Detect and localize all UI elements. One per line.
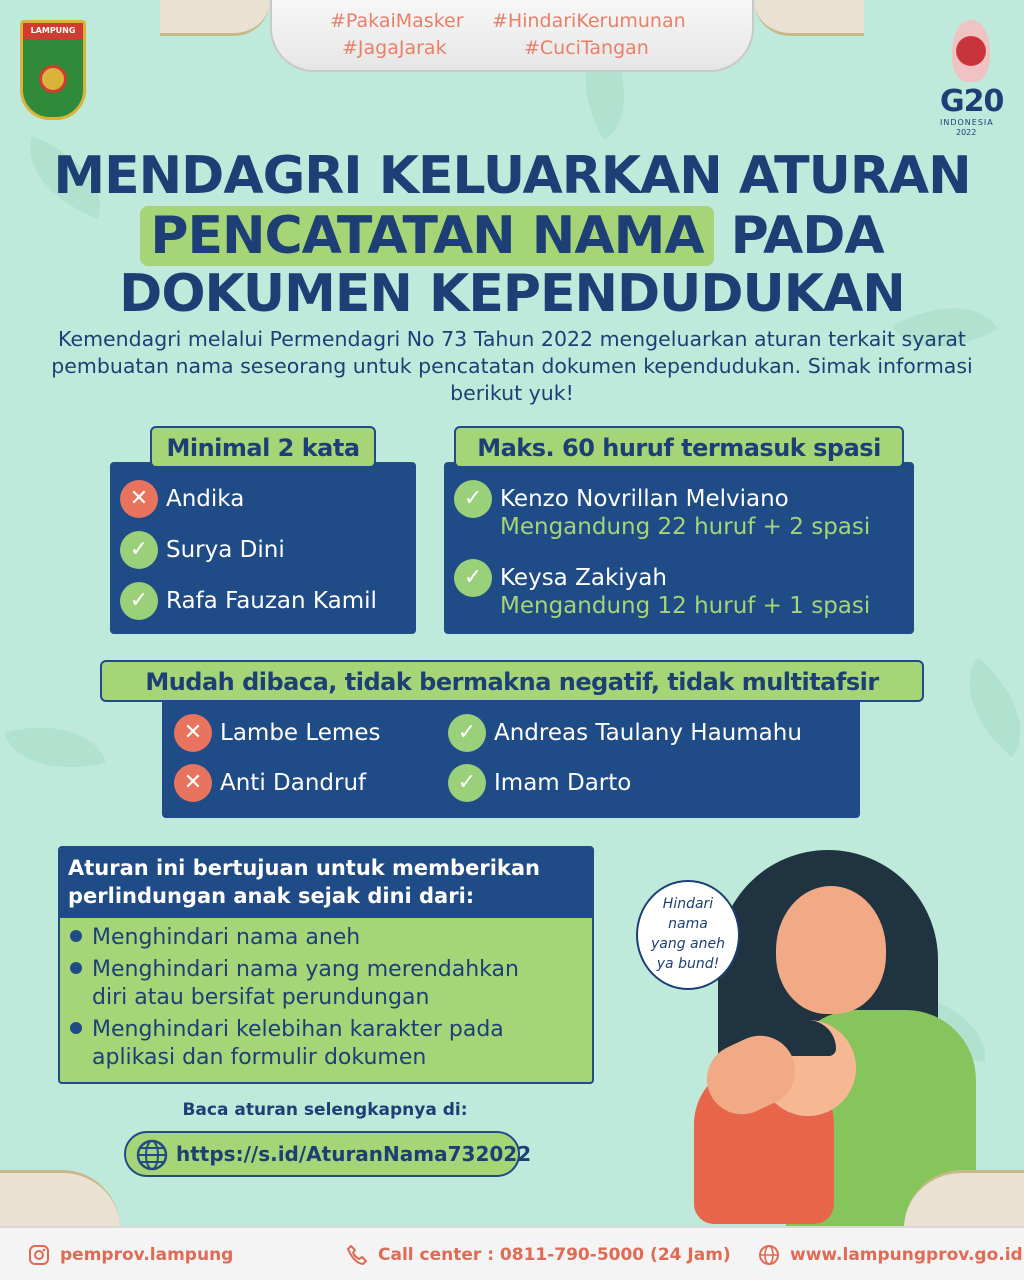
name-example: Surya Dini xyxy=(166,537,285,563)
hashtag-pakai-masker: #PakaiMasker xyxy=(330,10,464,32)
g20-logo-text: G20 xyxy=(940,84,1004,119)
mother-face-illustration xyxy=(776,886,886,1014)
bullet-dot-icon xyxy=(70,1022,82,1034)
max-letters-item xyxy=(454,559,667,597)
leaf-decoration xyxy=(4,709,105,785)
purpose-title xyxy=(68,854,540,910)
hashtag-hindari-kerumunan: #HindariKerumunan xyxy=(492,10,686,32)
lampung-emblem-icon xyxy=(39,65,67,93)
min-words-label: Minimal 2 kata xyxy=(150,426,376,468)
purpose-title-line-1: Aturan ini bertujuan untuk memberikan xyxy=(68,856,540,880)
purpose-bullet-text-cont: aplikasi dan formulir dokumen xyxy=(92,1045,427,1070)
purpose-bullet-text-cont: diri atau bersifat perundungan xyxy=(92,985,430,1010)
speech-line: ya bund! xyxy=(656,956,720,972)
purpose-header xyxy=(60,848,594,918)
purpose-bullet xyxy=(70,1016,504,1072)
ornament-top-left xyxy=(160,0,270,36)
globe-icon xyxy=(758,1244,780,1266)
rule-link-button[interactable] xyxy=(124,1131,532,1177)
check-icon: ✓ xyxy=(454,480,492,518)
instagram-icon xyxy=(28,1244,50,1266)
g20-logo-year: 2022 xyxy=(956,128,977,137)
purpose-bullet-text: Menghindari nama aneh xyxy=(92,925,361,950)
footer-bar xyxy=(0,1226,1024,1280)
hashtag-jaga-jarak: #JagaJarak xyxy=(342,37,447,59)
lampung-logo-band: LAMPUNG xyxy=(23,23,83,39)
max-letters-item xyxy=(454,480,789,518)
intro-paragraph: Kemendagri melalui Permendagri No 73 Tahun 2022 mengeluarkan aturan terkait syarat pembuatan nama seseorang untuk pencatatan dokumen kependudukan. Simak informasi berikut yuk! xyxy=(51,327,973,405)
g20-flower-icon xyxy=(952,20,990,82)
check-icon: ✓ xyxy=(120,531,158,569)
name-example: Andreas Taulany Haumahu xyxy=(494,720,802,746)
name-example: Kenzo Novrillan Melviano xyxy=(500,486,789,512)
instagram-link[interactable] xyxy=(28,1244,233,1266)
purpose-box xyxy=(58,846,594,1084)
purpose-bullet xyxy=(70,956,519,1012)
readable-bad-item xyxy=(174,764,366,802)
max-letters-label: Maks. 60 huruf termasuk spasi xyxy=(454,426,904,468)
check-icon: ✓ xyxy=(454,559,492,597)
check-icon: ✓ xyxy=(120,582,158,620)
letter-count-note: Mengandung 22 huruf + 2 spasi xyxy=(500,514,871,540)
hashtag-banner xyxy=(270,0,754,72)
speech-line: Hindari xyxy=(662,896,714,912)
hashtag-cuci-tangan: #CuciTangan xyxy=(524,37,649,59)
globe-icon xyxy=(136,1139,168,1171)
name-example: Rafa Fauzan Kamil xyxy=(166,588,377,614)
purpose-title-line-2: perlindungan anak sejak dini dari: xyxy=(68,884,475,908)
min-words-item xyxy=(120,531,285,569)
title-line-3: DOKUMEN KEPENDUDUKAN xyxy=(119,264,905,324)
cross-icon: ✕ xyxy=(120,480,158,518)
lampung-logo xyxy=(20,20,86,120)
website-url[interactable]: www.lampungprov.go.id xyxy=(790,1245,1023,1265)
title-highlight: PENCATATAN NAMA xyxy=(140,206,713,266)
g20-logo xyxy=(934,20,1006,137)
readable-label: Mudah dibaca, tidak bermakna negatif, tidak multitafsir xyxy=(100,660,924,702)
rule-link-url[interactable]: https://s.id/AturanNama732022 xyxy=(176,1142,532,1166)
speech-line: nama xyxy=(668,916,708,932)
title-line-2-rest: PADA xyxy=(713,206,884,266)
read-more-label: Baca aturan selengkapnya di: xyxy=(182,1100,468,1120)
website-link[interactable] xyxy=(758,1244,1023,1266)
name-example: Imam Darto xyxy=(494,770,632,796)
instagram-handle[interactable]: pemprov.lampung xyxy=(60,1245,234,1265)
title-line-1: MENDAGRI KELUARKAN ATURAN xyxy=(53,146,971,206)
readable-good-item xyxy=(448,714,802,752)
bullet-dot-icon xyxy=(70,962,82,974)
speech-line: yang aneh xyxy=(650,936,725,952)
check-icon: ✓ xyxy=(448,714,486,752)
letter-count-note: Mengandung 12 huruf + 1 spasi xyxy=(500,593,871,619)
name-example: Keysa Zakiyah xyxy=(500,565,667,591)
purpose-bullet xyxy=(70,924,360,952)
leaf-decoration xyxy=(943,658,1024,758)
name-example: Lambe Lemes xyxy=(220,720,381,746)
cross-icon: ✕ xyxy=(174,764,212,802)
purpose-bullet-text: Menghindari kelebihan karakter pada xyxy=(92,1017,504,1042)
bullet-dot-icon xyxy=(70,930,82,942)
readable-bad-item xyxy=(174,714,380,752)
readable-good-item xyxy=(448,764,631,802)
min-words-item xyxy=(120,480,244,518)
check-icon: ✓ xyxy=(448,764,486,802)
title-line-2 xyxy=(0,206,1024,266)
purpose-bullet-text: Menghindari nama yang merendahkan xyxy=(92,957,519,982)
phone-icon xyxy=(346,1244,368,1266)
name-example: Anti Dandruf xyxy=(220,770,367,796)
call-center-text[interactable]: Call center : 0811-790-5000 (24 Jam) xyxy=(378,1245,731,1265)
ornament-top-right xyxy=(754,0,864,36)
cross-icon: ✕ xyxy=(174,714,212,752)
name-example: Andika xyxy=(166,486,245,512)
ornament-bottom-left xyxy=(0,1170,120,1228)
speech-bubble xyxy=(636,880,740,990)
g20-logo-subtitle: INDONESIA xyxy=(940,118,994,127)
call-center-link[interactable] xyxy=(346,1244,731,1266)
min-words-item xyxy=(120,582,377,620)
